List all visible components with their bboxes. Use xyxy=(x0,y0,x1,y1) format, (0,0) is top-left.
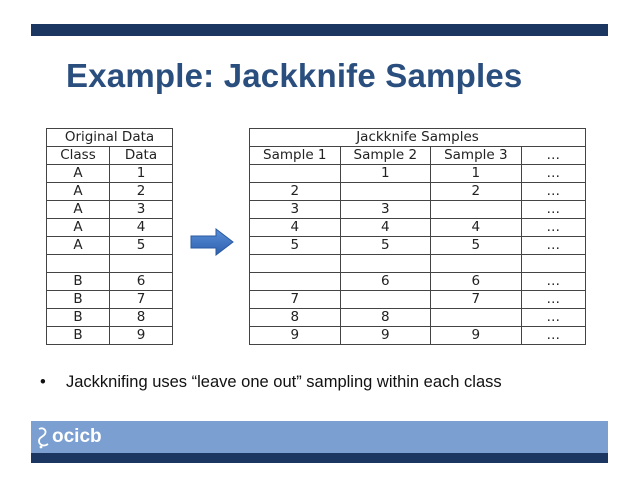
table-row xyxy=(47,291,173,309)
table-cell: 8 xyxy=(110,309,173,327)
table-cell: 8 xyxy=(250,309,341,327)
table-cell: 1 xyxy=(340,165,431,183)
table-cell: 7 xyxy=(250,291,341,309)
ocicb-logo-icon xyxy=(36,425,50,449)
table-cell: 1 xyxy=(110,165,173,183)
column-header: … xyxy=(521,147,585,165)
bullet-marker: • xyxy=(40,373,46,391)
table-cell: … xyxy=(521,201,585,219)
table-cell: 6 xyxy=(340,273,431,291)
table-row xyxy=(47,255,173,273)
slide-title: Example: Jackknife Samples xyxy=(66,57,523,94)
logo-text: ocicb xyxy=(52,426,102,447)
table-cell xyxy=(521,255,585,273)
table-cell: 7 xyxy=(431,291,522,309)
bullet-text: Jackknifing uses “leave one out” sampling within each class xyxy=(66,373,502,391)
table-cell xyxy=(47,255,110,273)
table-row xyxy=(47,273,173,291)
table-row xyxy=(47,309,173,327)
right-arrow-icon xyxy=(190,228,234,256)
table-cell: … xyxy=(521,327,585,345)
table-row xyxy=(47,219,173,237)
table-row xyxy=(250,219,586,237)
table-cell xyxy=(340,183,431,201)
table-row xyxy=(250,291,586,309)
table-cell: 6 xyxy=(431,273,522,291)
table-cell: 3 xyxy=(340,201,431,219)
table-cell: 9 xyxy=(431,327,522,345)
table-cell: A xyxy=(47,165,110,183)
table-header-row xyxy=(47,147,173,165)
table-cell xyxy=(340,255,431,273)
table-cell: 5 xyxy=(110,237,173,255)
footer-band xyxy=(31,421,608,453)
table-cell: B xyxy=(47,327,110,345)
table-cell: 3 xyxy=(110,201,173,219)
table-cell: … xyxy=(521,183,585,201)
table-cell: … xyxy=(521,165,585,183)
table-cell: 8 xyxy=(340,309,431,327)
table-cell xyxy=(431,309,522,327)
table-cell: 7 xyxy=(110,291,173,309)
table-title: Jackknife Samples xyxy=(250,129,586,147)
table-cell: 4 xyxy=(340,219,431,237)
table-cell: 9 xyxy=(340,327,431,345)
table-header-row xyxy=(250,147,586,165)
table-cell: A xyxy=(47,237,110,255)
table-row xyxy=(250,201,586,219)
column-header: Class xyxy=(47,147,110,165)
table-cell: 6 xyxy=(110,273,173,291)
jackknife-samples-table xyxy=(249,128,586,345)
table-cell xyxy=(110,255,173,273)
table-cell: 5 xyxy=(431,237,522,255)
table-cell: 4 xyxy=(110,219,173,237)
table-row xyxy=(47,165,173,183)
table-cell: B xyxy=(47,291,110,309)
table-row xyxy=(250,309,586,327)
table-row xyxy=(47,183,173,201)
table-cell xyxy=(250,273,341,291)
table-title-row xyxy=(47,129,173,147)
table-row xyxy=(47,327,173,345)
table-cell xyxy=(431,255,522,273)
column-header: Data xyxy=(110,147,173,165)
original-data-table xyxy=(46,128,173,345)
table-cell: 2 xyxy=(431,183,522,201)
table-cell: 2 xyxy=(110,183,173,201)
top-bar xyxy=(31,24,608,36)
table-cell: B xyxy=(47,309,110,327)
table-cell: … xyxy=(521,273,585,291)
table-cell: A xyxy=(47,201,110,219)
table-cell: 9 xyxy=(110,327,173,345)
table-cell: B xyxy=(47,273,110,291)
table-cell: 3 xyxy=(250,201,341,219)
table-cell xyxy=(250,255,341,273)
table-cell: A xyxy=(47,183,110,201)
footer-line xyxy=(31,453,608,463)
ocicb-logo xyxy=(36,424,102,450)
table-title: Original Data xyxy=(47,129,173,147)
table-row xyxy=(47,201,173,219)
table-cell: 9 xyxy=(250,327,341,345)
table-row xyxy=(250,183,586,201)
bullet-point xyxy=(40,373,502,392)
table-cell: 4 xyxy=(431,219,522,237)
column-header: Sample 2 xyxy=(340,147,431,165)
table-cell: … xyxy=(521,237,585,255)
table-cell: 2 xyxy=(250,183,341,201)
column-header: Sample 1 xyxy=(250,147,341,165)
table-cell: 5 xyxy=(340,237,431,255)
table-cell: … xyxy=(521,291,585,309)
table-row xyxy=(47,237,173,255)
table-title-row xyxy=(250,129,586,147)
table-cell xyxy=(431,201,522,219)
table-cell: 1 xyxy=(431,165,522,183)
table-cell: A xyxy=(47,219,110,237)
table-cell: 4 xyxy=(250,219,341,237)
table-cell: 5 xyxy=(250,237,341,255)
table-cell: … xyxy=(521,219,585,237)
table-cell: … xyxy=(521,309,585,327)
table-row xyxy=(250,273,586,291)
table-row xyxy=(250,165,586,183)
table-cell xyxy=(340,291,431,309)
column-header: Sample 3 xyxy=(431,147,522,165)
table-row xyxy=(250,255,586,273)
table-cell xyxy=(250,165,341,183)
table-row xyxy=(250,327,586,345)
table-row xyxy=(250,237,586,255)
